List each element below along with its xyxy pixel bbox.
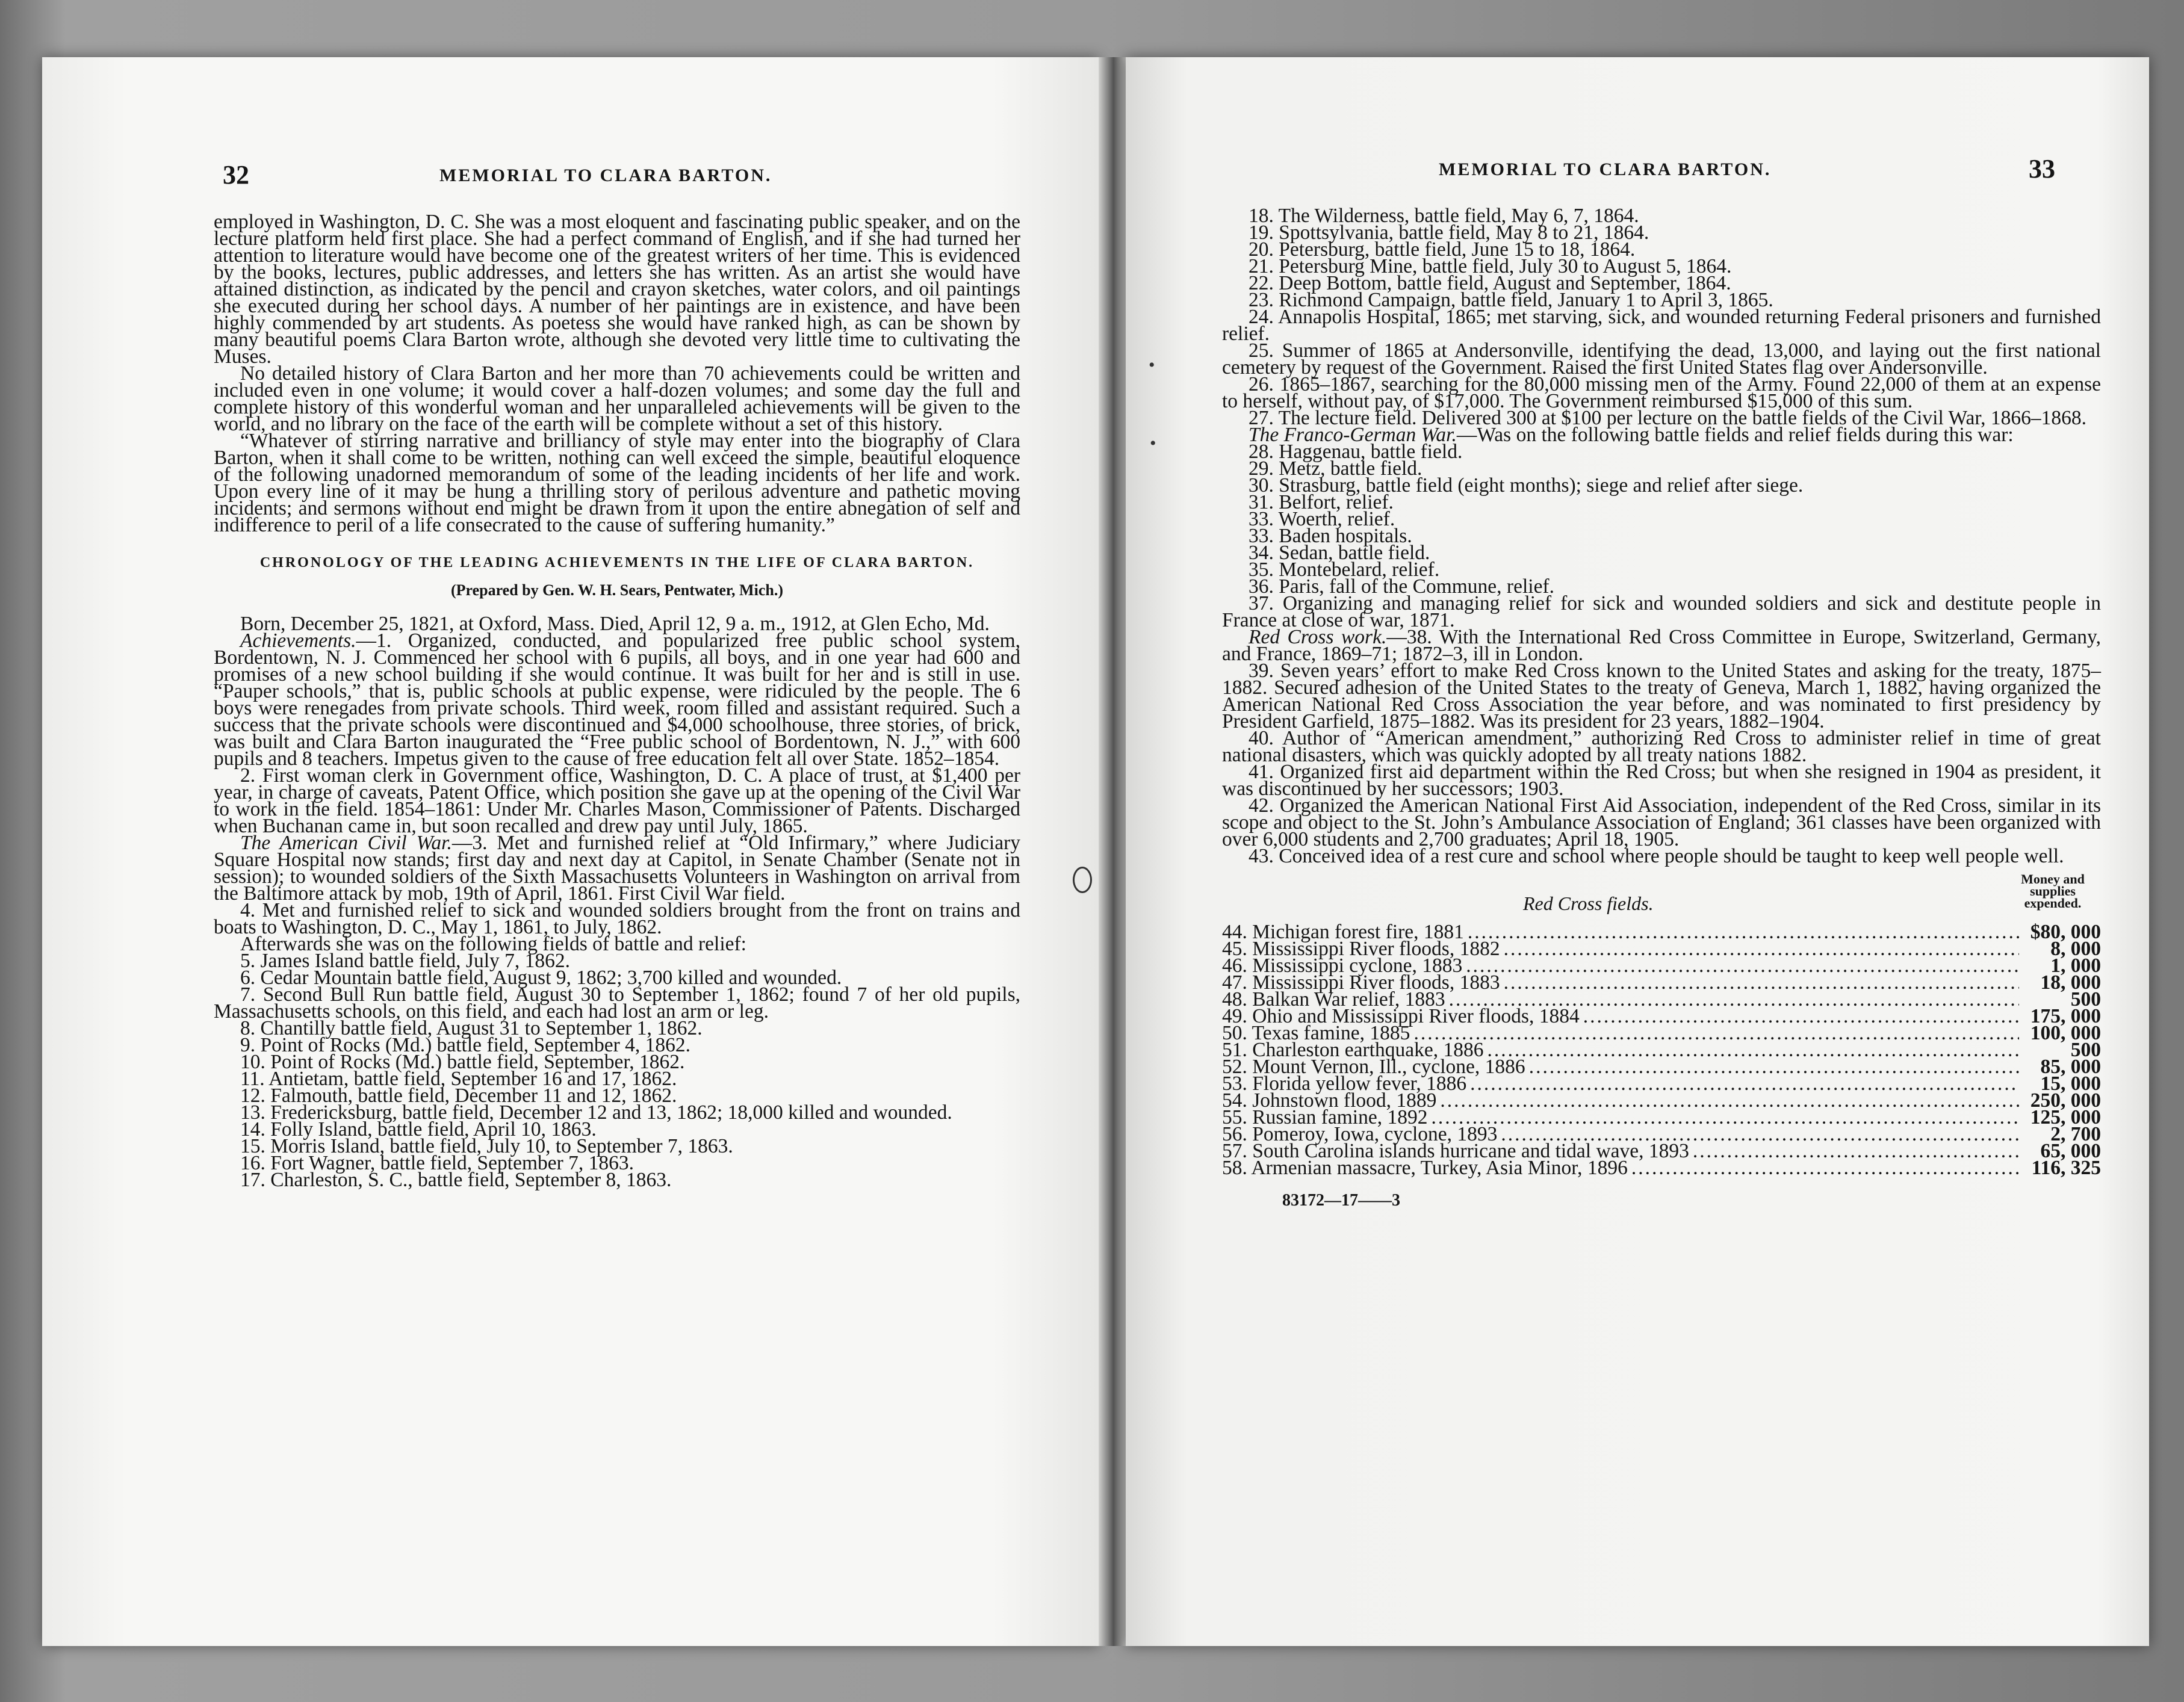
item-38-text: —38. With the International Red Cross Committee in Europe, Switzerland, Germany, and France, 1869–71; 1872–3, ill in London.: [1222, 626, 2101, 665]
list-item: 37. Organizing and managing relief for sick and wounded soldiers and sick and destitute people in France at close of war, 1871.: [1222, 592, 2101, 631]
field-amount: 175, 000: [2030, 1005, 2101, 1027]
margin-circle-mark: [1073, 867, 1092, 893]
list-item: 20. Petersburg, battle field, June 15 to 18, 1864.: [1249, 238, 1636, 261]
list-item: 15. Morris Island, battle field, July 10, to September 7, 1863.: [240, 1135, 733, 1157]
item-1: [214, 630, 1020, 770]
list-item: 18. The Wilderness, battle field, May 6, 7, 1864.: [1249, 205, 1639, 227]
red-cross-fields-header: [1222, 873, 2101, 924]
list-item: 26. 1865–1867, searching for the 80,000 missing men of the Army. Found 22,000 of them at an expense to herself, without pay, of $17,000. The Government reimbursed $15,000 of this sum.: [1222, 373, 2101, 412]
list-item: 19. Spottsylvania, battle field, May 8 to 21, 1864.: [1249, 221, 1649, 244]
list-item: 41. Organized first aid department within the Red Cross; but when she resigned in 1904 as president, it was discontinued by her successors; 1903.: [1222, 761, 2101, 800]
prepared-by-note: (Prepared by Gen. W. H. Sears, Pentwater, Mich.): [451, 581, 783, 599]
leader-dots: [1631, 1160, 2019, 1177]
list-item: 39. Seven years’ effort to make Red Cross known to the United States and asking for the treaty, 1875–1882. Secured adhesion of the United States to the treaty of Geneva, March 1, 1882, having organized the American National Red Cross Association the year before, and was nominated to first presidency by President Garfield, 1875–1882. Was its president for 23 years, 1882–1904.: [1222, 660, 2101, 732]
field-amount: 500: [2070, 1039, 2101, 1061]
afterwards-line: Afterwards she was on the following fields of battle and relief:: [240, 933, 746, 955]
red-cross-fields-title: Red Cross fields.: [1523, 893, 1654, 914]
list-item: 30. Strasburg, battle field (eight months); siege and relief after siege.: [1249, 474, 1804, 497]
list-item: 42. Organized the American National First Aid Association, independent of the Red Cross, similar in its scope and object to the St. John’s Ambulance Association of England; 361 classes have been organized with over 6,000 students and 2,700 graduates; April 18, 1905.: [1222, 794, 2101, 850]
civil-war-label: The American Civil War.: [240, 832, 452, 854]
field-label: 55. Russian famine, 1892: [1222, 1106, 1428, 1128]
item-1-text: —1. Organized, conducted, and popularized free public school system, Bordentown, N. J. Commenced her school with 6 pupils, all boys, and in one year had 600 and promises of a new school building if she would continue. It was built for her and is still in use. “Pauper schools,” that is, public schools at public expense, were ridiculed by the people. The 6 boys were renegades from private schools. Third week, room filled and assistant required. Such a success that the private schools were discontinued and $4,000 schoolhouse, three stories, of brick, was built and Clara Barton inaugurated the “Free public school of Bordentown, N. J.,” with 600 pupils and 8 teachers. Impetus given to the cause of free education felt all over State. 1852–1854.: [214, 630, 1020, 770]
leader-dots: [1504, 941, 2019, 958]
list-item: 5. James Island battle field, July 7, 1862.: [240, 950, 571, 972]
list-item: 43. Conceived idea of a rest cure and school where people should be taught to keep well people well.: [1249, 845, 2064, 867]
left-page: [42, 57, 1099, 1646]
leader-dots: [1466, 958, 2019, 974]
field-amount: 8, 000: [2050, 938, 2101, 960]
list-item: 10. Point of Rocks (Md.) battle field, September, 1862.: [240, 1051, 685, 1073]
list-item: 24. Annapolis Hospital, 1865; met starving, sick, and wounded returning Federal prisoners and furnished relief.: [1222, 306, 2101, 345]
intro-paragraph-2: No detailed history of Clara Barton and her more than 70 achievements could be written and included even in one volume; it would cover a half-dozen volumes; and some day the full and complete history of this wonderful woman and her unparalleled achievements will be given to the world, and no library on the face of the earth will be complete without a set of this history.: [214, 362, 1020, 435]
item-2: 2. First woman clerk in Government office, Washington, D. C. A place of trust, at $1,400 per year, in charge of caveats, Patent Office, which position she gave up at the opening of the Civil War to work in the field. 1854–1861: Under Mr. Charles Mason, Commissioner of Patents. Discharged when Buchanan came in, but soon recalled and drew pay until July, 1865.: [214, 764, 1020, 837]
item-3: [214, 832, 1020, 905]
field-label: 45. Mississippi River floods, 1882: [1222, 938, 1500, 960]
list-item: 12. Falmouth, battle field, December 11 and 12, 1862.: [240, 1085, 677, 1107]
list-item: 33. Woerth, relief.: [1249, 508, 1395, 530]
field-amount: 1, 000: [2050, 955, 2101, 977]
list-item: 7. Second Bull Run battle field, August 30 to September 1, 1862; found 7 of her old pupils, Massachusetts schools, on this field, and each had lost an arm or leg.: [214, 983, 1020, 1023]
leader-dots: [1583, 1008, 2019, 1025]
list-item: 35. Montebelard, relief.: [1249, 559, 1440, 581]
list-item: 36. Paris, fall of the Commune, relief.: [1249, 575, 1554, 598]
list-item: 17. Charleston, S. C., battle field, September 8, 1863.: [240, 1169, 672, 1191]
field-amount: 500: [2070, 988, 2101, 1010]
field-label: 58. Armenian massacre, Turkey, Asia Minor, 1896: [1222, 1157, 1628, 1179]
list-item: 33. Baden hospitals.: [1249, 525, 1412, 547]
right-page-body: [1222, 205, 2101, 1210]
table-row: [1222, 1157, 2101, 1179]
list-item: 8. Chantilly battle field, August 31 to September 1, 1862.: [240, 1017, 703, 1039]
field-label: 52. Mount Vernon, Ill., cyclone, 1886: [1222, 1056, 1525, 1078]
field-label: 53. Florida yellow fever, 1886: [1222, 1072, 1467, 1095]
item-38: [1222, 626, 2101, 665]
field-amount: 125, 000: [2030, 1106, 2101, 1128]
list-item: 13. Fredericksburg, battle field, December 12 and 13, 1862; 18,000 killed and wounded.: [240, 1101, 952, 1124]
list-item: 22. Deep Bottom, battle field, August and September, 1864.: [1249, 272, 1731, 294]
field-label: 48. Balkan War relief, 1883: [1222, 988, 1445, 1010]
left-running-head: MEMORIAL TO CLARA BARTON.: [439, 166, 772, 185]
field-label: 44. Michigan forest fire, 1881: [1222, 921, 1464, 943]
list-item: 6. Cedar Mountain battle field, August 9, 1862; 3,700 killed and wounded.: [240, 967, 842, 989]
red-cross-fields-table: [1222, 921, 2101, 1179]
leader-dots: [1487, 1042, 2019, 1059]
leader-dots: [1431, 1109, 2019, 1126]
field-amount: 85, 000: [2040, 1056, 2101, 1078]
leader-dots: [1440, 1092, 2019, 1109]
field-label: 57. South Carolina islands hurricane and tidal wave, 1893: [1222, 1140, 1689, 1162]
field-amount: 18, 000: [2040, 971, 2101, 994]
born-died-line: Born, December 25, 1821, at Oxford, Mass. Died, April 12, 9 a. m., 1912, at Glen Echo, Md.: [240, 613, 990, 635]
margin-mark: •: [1149, 355, 1155, 375]
field-label: 49. Ohio and Mississippi River floods, 1884: [1222, 1005, 1580, 1027]
margin-mark: •: [1150, 433, 1156, 453]
list-item: 27. The lecture field. Delivered 300 at $100 per lecture on the battle fields of the Civil War, 1866–1868.: [1249, 407, 2087, 429]
field-amount: 65, 000: [2040, 1140, 2101, 1162]
leader-dots: [1693, 1143, 2019, 1160]
leader-dots: [1413, 1025, 2019, 1042]
right-page: [1126, 57, 2149, 1646]
list-item: 14. Folly Island, battle field, April 10, 1863.: [240, 1118, 597, 1140]
book-gutter: [1099, 57, 1126, 1646]
list-item: 23. Richmond Campaign, battle field, January 1 to April 3, 1865.: [1249, 289, 1773, 311]
list-item: 29. Metz, battle field.: [1249, 457, 1422, 480]
field-label: 54. Johnstown flood, 1889: [1222, 1089, 1437, 1112]
list-item: 9. Point of Rocks (Md.) battle field, September 4, 1862.: [240, 1034, 691, 1056]
chronology-heading: CHRONOLOGY OF THE LEADING ACHIEVEMENTS IN THE LIFE OF CLARA BARTON.: [259, 555, 975, 571]
list-item: 40. Author of “American amendment,” authorizing Red Cross to administer relief in time of great national disasters, which was quickly adopted by all treaty nations 1882.: [1222, 727, 2101, 766]
right-running-head: MEMORIAL TO CLARA BARTON.: [1439, 159, 1772, 179]
field-amount: 2, 700: [2050, 1123, 2101, 1145]
leader-dots: [1504, 974, 2019, 991]
field-amount: 15, 000: [2040, 1072, 2101, 1095]
achievements-label: Achievements.: [240, 630, 356, 652]
field-label: 56. Pomeroy, Iowa, cyclone, 1893: [1222, 1123, 1498, 1145]
field-label: 50. Texas famine, 1885: [1222, 1022, 1410, 1044]
leader-dots: [1470, 1075, 2019, 1092]
money-column-header: Money and supplies expended.: [2021, 871, 2085, 911]
list-item: 21. Petersburg Mine, battle field, July 30 to August 5, 1864.: [1249, 255, 1732, 277]
field-label: 47. Mississippi River floods, 1883: [1222, 971, 1500, 994]
leader-dots: [1468, 924, 2019, 941]
list-item: 16. Fort Wagner, battle field, September 7, 1863.: [240, 1152, 634, 1174]
field-amount: 116, 325: [2031, 1157, 2101, 1179]
field-amount: $80, 000: [2030, 921, 2101, 943]
list-item: 34. Sedan, battle field.: [1249, 542, 1430, 564]
franco-german-label: The Franco-German War.: [1249, 424, 1457, 446]
item-4: 4. Met and furnished relief to sick and wounded soldiers brought from the front on trains and boats to Washington, D. C., May 1, 1861, to July, 1862.: [214, 899, 1020, 938]
leader-dots: [1529, 1059, 2019, 1075]
field-label: 46. Mississippi cyclone, 1883: [1222, 955, 1463, 977]
left-page-body: [214, 211, 1020, 1191]
list-item: 25. Summer of 1865 at Andersonville, identifying the dead, 13,000, and laying out the first national cemetery by request of the Government. Raised the first United States flag over Andersonville.: [1222, 339, 2101, 379]
franco-german-text: —Was on the following battle fields and relief fields during this war:: [1456, 424, 2014, 446]
field-label: 51. Charleston earthquake, 1886: [1222, 1039, 1484, 1061]
red-cross-work-label: Red Cross work.: [1249, 626, 1387, 648]
right-page-number: 33: [2029, 154, 2055, 184]
list-item: 11. Antietam, battle field, September 16 and 17, 1862.: [240, 1068, 677, 1090]
field-amount: 250, 000: [2030, 1089, 2101, 1112]
printer-footer-code: 83172—17——3: [1282, 1191, 1400, 1210]
item-3-text: —3. Met and furnished relief at “Old Infirmary,” where Judiciary Square Hospital now stands; first day and next day at Capitol, in Senate Chamber (Senate not in session); to wounded soldiers of the Sixth Massachusetts Volunteers in Washington on arrival from the Baltimore attack by mob, 19th of April, 1861. First Civil War field.: [214, 832, 1020, 905]
field-amount: 100, 000: [2030, 1022, 2101, 1044]
intro-paragraph-1: employed in Washington, D. C. She was a most eloquent and fascinating public speaker, and on the lecture platform held first place. She had a perfect command of English, and if she had turned her attention to literature would have become one of the greatest writers of her time. This is evidenced by the books, lectures, public addresses, and letters she has written. As an artist she would have attained distinction, as indicated by the pencil and crayon sketches, water colors, and oil paintings she executed during her school days. A number of her paintings are in existence, and have been highly commended by art students. As poetess she would have ranked high, as can be shown by many beautiful poems Clara Barton wrote, although she devoted very little time to cultivating the Muses.: [214, 211, 1020, 368]
list-item: 31. Belfort, relief.: [1249, 491, 1394, 513]
list-item: 28. Haggenau, battle field.: [1249, 441, 1463, 463]
left-page-number: 32: [223, 160, 249, 190]
intro-paragraph-3: “Whatever of stirring narrative and brilliancy of style may enter into the biography of Clara Barton, when it shall come to be written, nothing can well exceed the simple, beautiful eloquence of the following unadorned memorandum of some of the leading incidents of her life and work. Upon every line of it may be hung a thrilling story of perilous adventure and pathetic moving incidents; and sermons without end might be drawn from it upon the entire abnegation of self and indifference to peril of a life consecrated to the cause of suffering humanity.”: [214, 430, 1020, 536]
